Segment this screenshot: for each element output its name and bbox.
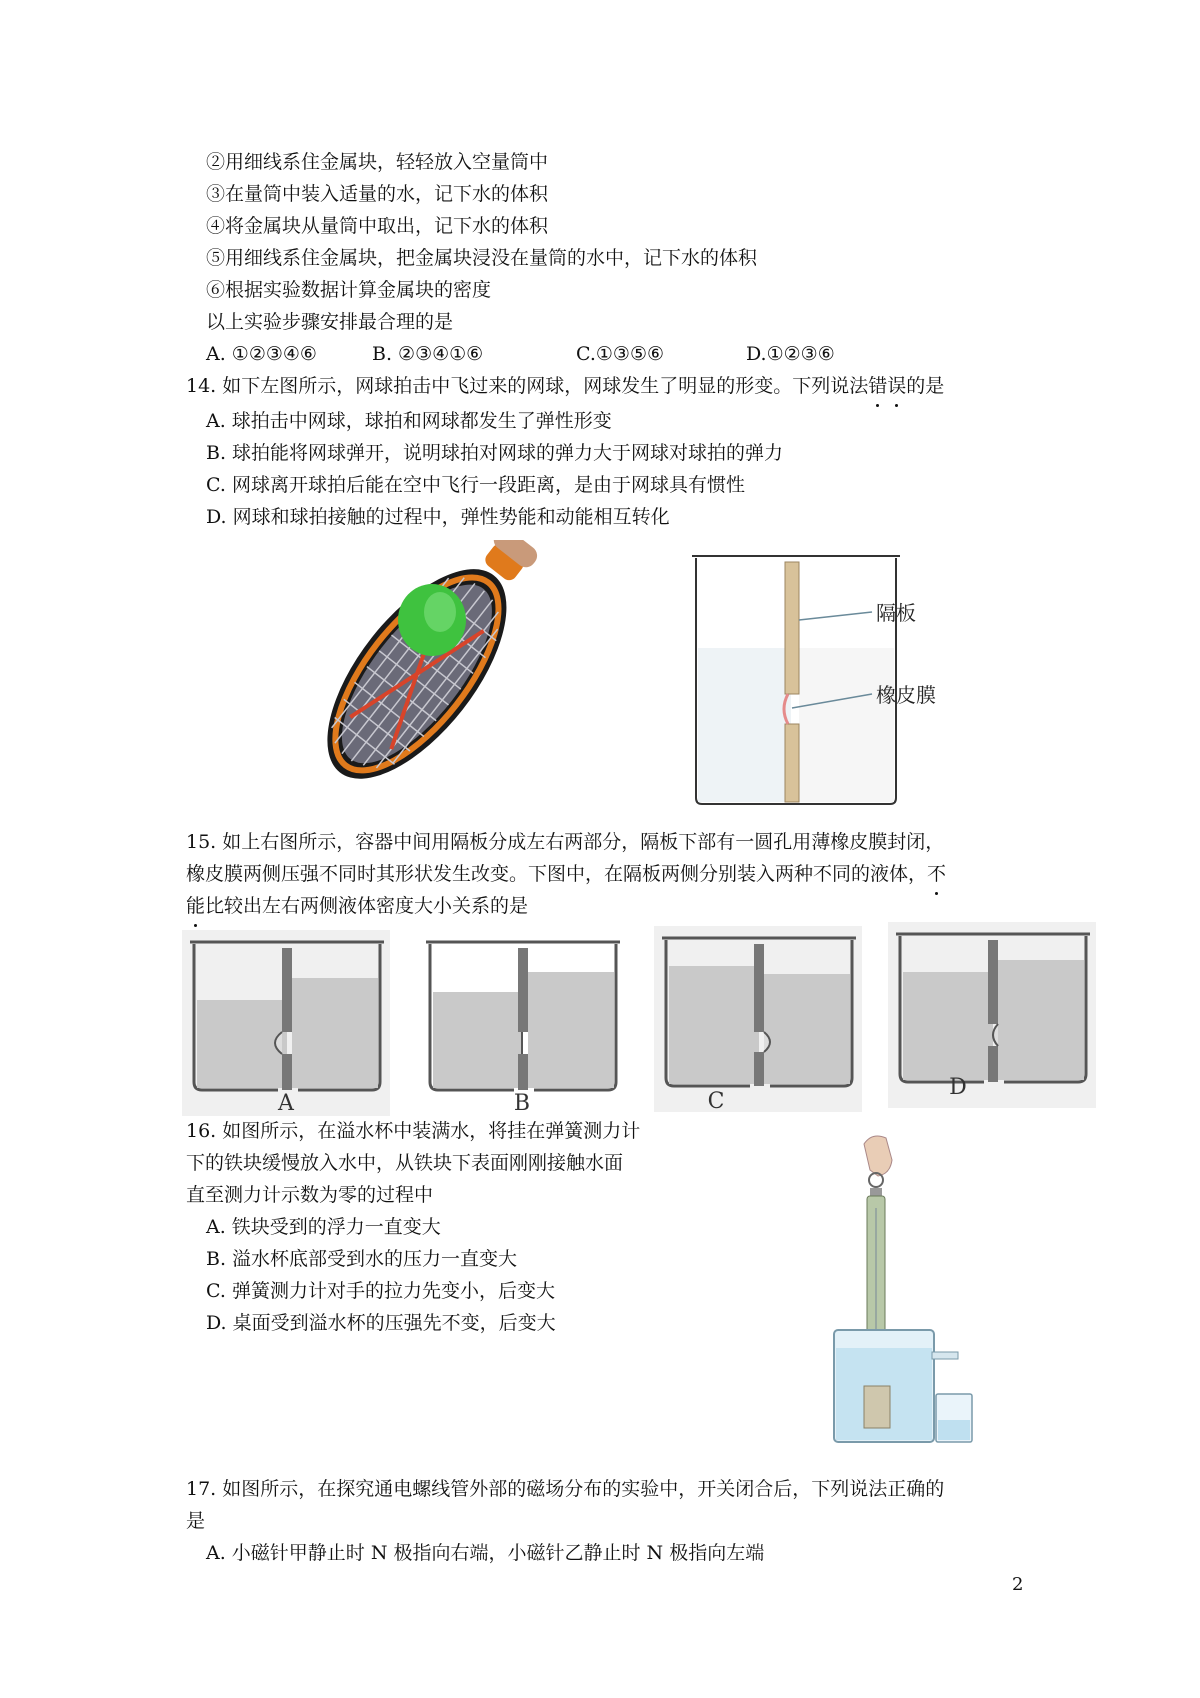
- q13-step-2: ②用细线系住金属块，轻轻放入空量筒中: [206, 151, 549, 173]
- q16-option-d[interactable]: D. 桌面受到溢水杯的压强先不变，后变大: [206, 1312, 556, 1334]
- emphasis-char: 误: [887, 371, 906, 401]
- partition-container-figure: [690, 548, 990, 808]
- q13-step-5: ⑤用细线系住金属块，把金属块浸没在量筒的水中，记下水的体积: [206, 247, 758, 269]
- q13-step-3: ③在量筒中装入适量的水，记下水的体积: [206, 183, 549, 205]
- partition-label: 隔板: [876, 601, 916, 625]
- overflow-cup-figure: [820, 1130, 980, 1450]
- q16-line-3: 直至测力计示数为零的过程中: [186, 1184, 434, 1206]
- beaker-b-label: B: [513, 1091, 531, 1116]
- q14-option-a[interactable]: A. 球拍击中网球，球拍和网球都发生了弹性形变: [206, 410, 612, 432]
- q15-line-3: 能比较出左右两侧液体密度大小关系的是: [186, 891, 528, 921]
- beaker-b[interactable]: [418, 930, 626, 1116]
- q15-line-2: 橡皮膜两侧压强不同时其形状发生改变。下图中，在隔板两侧分别装入两种不同的液体，不: [186, 859, 946, 889]
- q14-option-d[interactable]: D. 网球和球拍接触的过程中，弹性势能和动能相互转化: [206, 506, 670, 528]
- emphasis-char: 能: [186, 891, 205, 921]
- emphasis-char: 不: [927, 859, 946, 889]
- q13-step-4: ④将金属块从量筒中取出，记下水的体积: [206, 215, 549, 237]
- q16-option-b[interactable]: B. 溢水杯底部受到水的压力一直变大: [206, 1248, 518, 1270]
- emphasis-char: 错: [868, 371, 887, 401]
- q17-option-a[interactable]: A. 小磁针甲静止时 N 极指向右端，小磁针乙静止时 N 极指向左端: [206, 1542, 765, 1564]
- q15-line-1: 15. 如上右图所示，容器中间用隔板分成左右两部分，隔板下部有一圆孔用薄橡皮膜封闭，: [186, 831, 945, 853]
- beaker-c-label: C: [707, 1089, 725, 1112]
- q13-option-c[interactable]: C.①③⑤⑥: [576, 343, 665, 365]
- q14-option-b[interactable]: B. 球拍能将网球弹开，说明球拍对网球的弹力大于网球对球拍的弹力: [206, 442, 784, 464]
- page-number: 2: [1012, 1574, 1024, 1595]
- beaker-d[interactable]: [888, 922, 1096, 1108]
- beaker-a[interactable]: [182, 930, 390, 1116]
- tennis-racket-figure: [290, 540, 550, 800]
- q16-option-c[interactable]: C. 弹簧测力计对手的拉力先变小，后变大: [206, 1280, 555, 1302]
- q13-option-d[interactable]: D.①②③⑥: [746, 343, 835, 365]
- q14-option-c[interactable]: C. 网球离开球拍后能在空中飞行一段距离，是由于网球具有惯性: [206, 474, 745, 496]
- q16-option-a[interactable]: A. 铁块受到的浮力一直变大: [206, 1216, 441, 1238]
- q14-stem: 14. 如下左图所示，网球拍击中飞过来的网球，网球发生了明显的形变。下列说法错误的是: [186, 371, 944, 401]
- q16-line-2: 下的铁块缓慢放入水中，从铁块下表面刚刚接触水面: [186, 1152, 624, 1174]
- membrane-label: 橡皮膜: [876, 683, 936, 707]
- beaker-d-label: D: [949, 1075, 967, 1100]
- beaker-a-label: A: [278, 1091, 294, 1116]
- q16-line-1: 16. 如图所示，在溢水杯中装满水，将挂在弹簧测力计: [186, 1120, 641, 1142]
- q13-step-6: ⑥根据实验数据计算金属块的密度: [206, 279, 492, 301]
- q13-option-b[interactable]: B. ②③④①⑥: [372, 343, 484, 365]
- q17-line-2: 是: [186, 1510, 206, 1532]
- q13-question: 以上实验步骤安排最合理的是: [206, 311, 454, 333]
- q13-option-a[interactable]: A. ①②③④⑥: [206, 343, 317, 365]
- beaker-c[interactable]: [654, 926, 862, 1112]
- q17-line-1: 17. 如图所示，在探究通电螺线管外部的磁场分布的实验中，开关闭合后，下列说法正确的: [186, 1478, 945, 1500]
